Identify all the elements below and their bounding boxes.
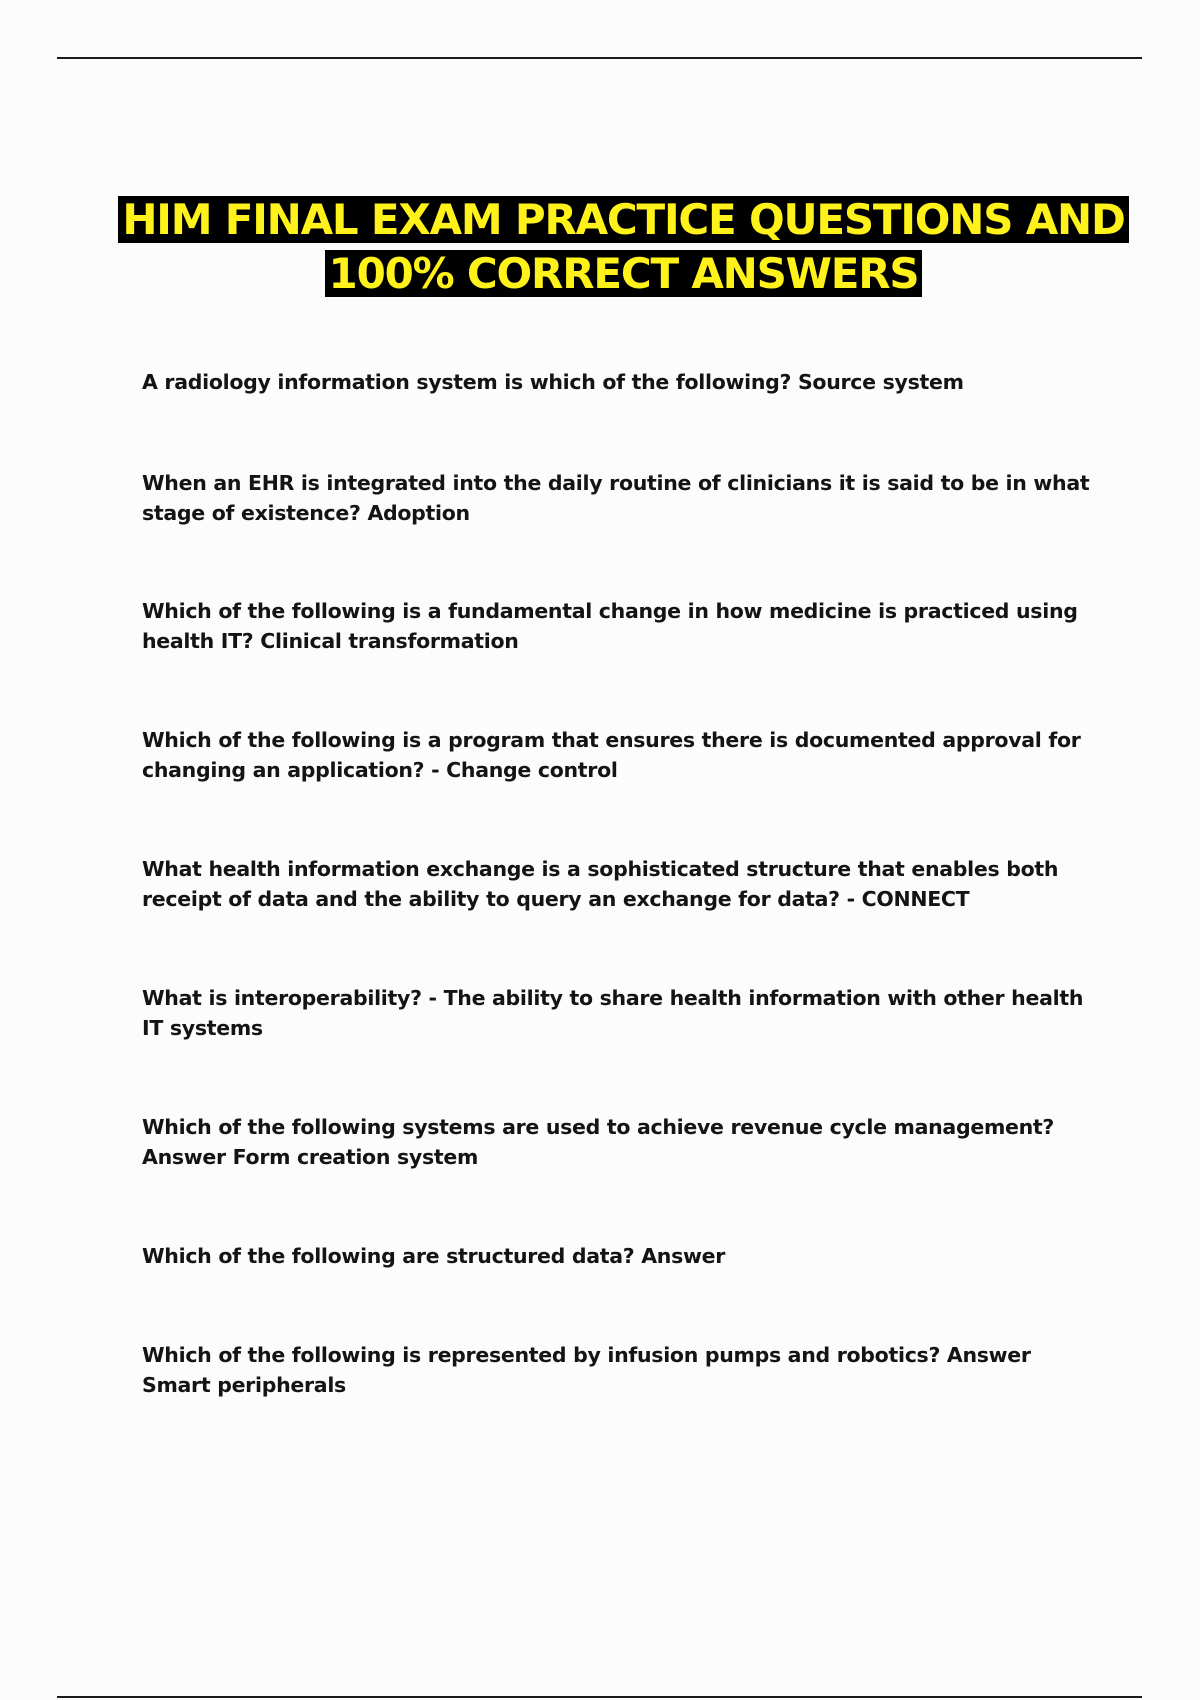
question-text: What health information exchange is a sophisticated structure that enables both receipt of data and the ability to query an exchange for data? - — [142, 857, 1059, 911]
qa-item — [142, 854, 1092, 914]
answer-text: Smart peripherals — [142, 1373, 346, 1397]
question-text: Which of the following systems are used to achieve revenue cycle management? Answer — [142, 1115, 1054, 1169]
question-text: Which of the following is represented by infusion pumps and robotics? Answer — [142, 1343, 1031, 1367]
document-title — [0, 193, 1200, 301]
question-text: What is interoperability? - — [142, 986, 437, 1010]
title-line-2: 100% CORRECT ANSWERS — [325, 250, 923, 297]
qa-item — [142, 468, 1092, 528]
answer-text: Form creation system — [232, 1145, 479, 1169]
answer-text: CONNECT — [861, 887, 970, 911]
question-text: Which of the following is a program that ensures there is documented approval for changing an application? - — [142, 728, 1081, 782]
question-text: A radiology information system is which of the following? — [142, 370, 792, 394]
qa-item — [142, 596, 1092, 656]
answer-text: The ability to share health information with other health IT systems — [142, 986, 1084, 1040]
answer-text: Change control — [446, 758, 618, 782]
answer-text: Source system — [797, 370, 964, 394]
question-text: Which of the following are structured data? Answer — [142, 1244, 726, 1268]
qa-item — [142, 367, 1092, 397]
top-divider — [57, 57, 1142, 59]
title-line-1: HIM FINAL EXAM PRACTICE QUESTIONS AND — [118, 196, 1128, 243]
qa-item — [142, 983, 1092, 1043]
bottom-divider — [57, 1696, 1142, 1698]
answer-text: Adoption — [367, 501, 470, 525]
qa-item — [142, 1112, 1092, 1172]
question-text: When an EHR is integrated into the daily routine of clinicians it is said to be in what stage of existence? — [142, 471, 1090, 525]
qa-item — [142, 725, 1092, 785]
answer-text: Clinical transformation — [260, 629, 519, 653]
question-text: Which of the following is a fundamental change in how medicine is practiced using health IT? — [142, 599, 1078, 653]
qa-item — [142, 1340, 1092, 1400]
qa-item — [142, 1241, 1092, 1271]
